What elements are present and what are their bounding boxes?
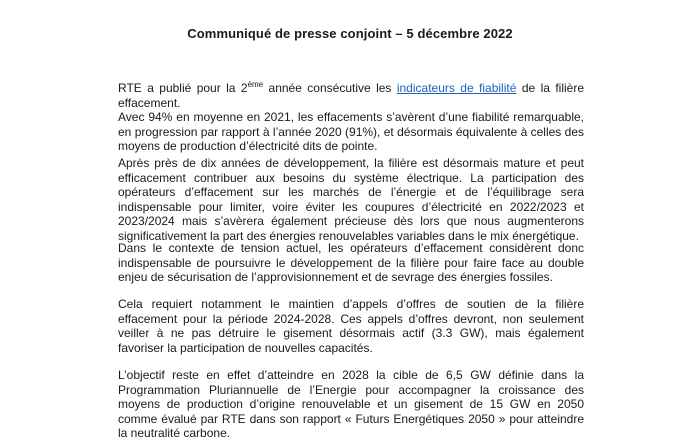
ordinal-superscript: ème xyxy=(247,80,264,89)
paragraph-2-text: Après près de dix années de développement, la filière est désormais mature et peut efficacement contribuer aux besoins du système électrique. La participation des opérateurs d’effacement sur les marchés de l’énergie et de l’équilibrage sera indispensable pour limiter, voire éviter les coupures d’électricité en 2022/2023 et 2023/2024 mais s’avèrera également précieuse dès lors que nous augmenterons significativement la part des énergies renouvelables variables dans le mix énergétique. xyxy=(118,156,584,243)
paragraph-1-intro: RTE a publié pour la 2 xyxy=(118,81,248,95)
paragraph-3-text: Dans le contexte de tension actuel, les opérateurs d’effacement considèrent donc indispensable de poursuivre le développement de la filière pour faire face au double enjeu de sécurisation de l’approvisionnement et de sevrage des énergies fossiles. xyxy=(118,241,584,285)
paragraph-1-text xyxy=(118,81,584,154)
paragraph-objective xyxy=(118,368,584,441)
reliability-indicators-link[interactable]: indicateurs de fiabilité xyxy=(396,81,517,95)
page-title: Communiqué de presse conjoint – 5 décembre 2022 xyxy=(187,26,513,41)
paragraph-1-rest: Avec 94% en moyenne en 2021, les effacements s’avèrent d’une fiabilité remarquable, en progression par rapport à l’année 2020 (91%), et désormais équivalente à celles des moyens de production d’électricité dits de pointe. xyxy=(118,110,584,154)
paragraph-context xyxy=(118,241,584,285)
paragraph-1-after-link: de la filière effacement. xyxy=(118,81,584,110)
paragraph-tenders xyxy=(118,297,584,355)
paragraph-4-text: Cela requiert notamment le maintien d’appels d’offres de soutien de la filière effacement pour la période 2024-2028. Ces appels d’offres devront, non seulement veiller à ne pas détruire le gisement désormais actif (3.3 GW), mais également favoriser la participation de nouvelles capacités. xyxy=(118,297,584,355)
paragraph-maturity xyxy=(118,156,584,244)
paragraph-reliability-indicators xyxy=(118,81,584,154)
paragraph-5-text: L’objectif reste en effet d’atteindre en 2028 la cible de 6,5 GW définie dans la Programmation Pluriannuelle de l’Energie pour accompagner la croissance des moyens de production d’origine renouvelable et un gisement de 15 GW en 2050 comme évalué par RTE dans son rapport « Futurs Energétiques 2050 » pour atteindre la neutralité carbone. xyxy=(118,368,584,441)
paragraph-1-middle: année consécutive les xyxy=(263,81,397,95)
